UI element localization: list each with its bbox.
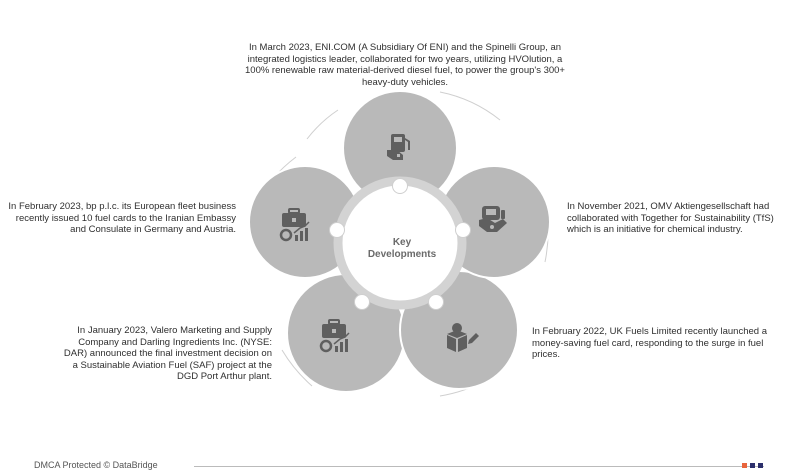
development-note-lower-right: In February 2022, UK Fuels Limited recently launched a money-saving fuel card, responding to the surge in fuel prices. bbox=[532, 326, 767, 360]
ring-node-lower-right bbox=[429, 295, 444, 310]
footer-divider bbox=[194, 466, 764, 467]
center-label bbox=[352, 237, 452, 261]
footer-dot-orange bbox=[742, 463, 747, 468]
ring-node-left bbox=[330, 223, 345, 238]
development-note-upper-left: In February 2023, bp p.l.c. its European fleet business recently issued 10 fuel cards to the Iranian Embassy and Consulate in Germany and Austria. bbox=[8, 201, 236, 235]
center-label-line2: Developments bbox=[367, 249, 437, 260]
decor-arc bbox=[440, 92, 500, 120]
center-label-line1: Key bbox=[392, 237, 412, 248]
ring-node-right bbox=[456, 223, 471, 238]
footer-copyright: DMCA Protected © DataBridge bbox=[34, 460, 158, 470]
ring-node-lower-left bbox=[355, 295, 370, 310]
footer-dot-navy bbox=[750, 463, 755, 468]
development-note-top: In March 2023, ENI.COM (A Subsidiary Of ENI) and the Spinelli Group, an integrated logistics leader, collaborated for two years, utilizing HVOlution, a 100% renewable raw material-derived diesel fuel, to power the group's 300+ heavy-duty vehicles. bbox=[245, 42, 565, 88]
footer bbox=[34, 460, 774, 474]
decor-arc bbox=[307, 110, 338, 139]
footer-dot-navy bbox=[758, 463, 763, 468]
development-note-upper-right: In November 2021, OMV Aktiengesellschaft had collaborated with Together for Sustainability (TfS) which is an initiative for chemical industry. bbox=[567, 201, 774, 235]
ring-node-top bbox=[393, 179, 408, 194]
development-note-lower-left: In January 2023, Valero Marketing and Supply Company and Darling Ingredients Inc. (NYSE: DAR) announced the final investment decision on a Sustainable Aviation Fuel (SAF) project at the DGD Port Arthur plant. bbox=[63, 325, 272, 382]
